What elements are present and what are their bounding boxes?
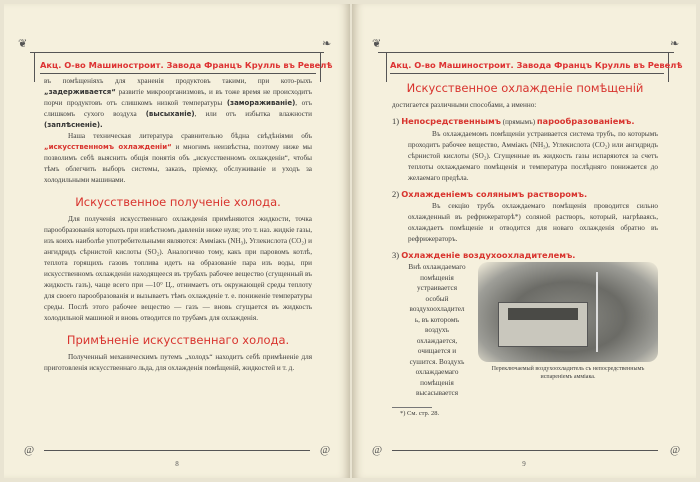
section-heading: Искусственное полученіе холода. xyxy=(75,195,281,209)
section-heading: Искусственное охлажденіе помѣщеній xyxy=(406,81,644,95)
left-page xyxy=(4,4,350,478)
paragraph: Въ секцію трубъ охлаждаемаго помѣщенія проводится сильно охлажденный въ рефрижераторѣ*) соляной растворъ, который, нагрѣваясь, охлаждаетъ помѣщеніе и отводится для новаго охлажденія обратно въ рефрижераторъ. xyxy=(408,202,658,243)
running-header: Акц. О-во Машиностроит. Завода Францъ Крулль въ Ревелѣ xyxy=(40,60,333,70)
section-heading: Примѣненіе искусственнаго холода. xyxy=(66,333,290,347)
paragraph: Полученный механическимъ путемъ „холодъ“ находитъ себѣ примѣненіе для приготовленія искусственнаго льда, для охлажденія помѣщеній, жидкостей и т. д. xyxy=(44,353,312,372)
page-number: 8 xyxy=(175,460,179,468)
paragraph: Для полученія искусственнаго охлажденія примѣняются жидкости, точка парообразованія которыхъ при извѣстномъ давленіи ниже нуля; это т. наз. жидкіе газы, изъ коихъ наиболѣе употребительными являются: Аммiакъ (NH₃), Углекислота (CO₂) и ангидридъ сѣрнистой кислоты (SO₂). Аналогично тому, какъ при паровомъ котлѣ, теплота горящихъ газовъ топлива идетъ на образованіе пара изъ воды, при искусственномъ охлажденіи находящееся въ трубахъ рабочее вещество (сгущенный въ жидкость газъ), чаще всего при —10° Ц., отнимаетъ отъ окружающей среды теплоту для своего парообразованія и вызываетъ тѣмъ охлажденіе т. е. пониженіе температуры среды. Послѣ этого рабочее вещество — газъ — вновь сгущается въ жидкость холодильной машиной и вновь отводится по трубамъ для охлажденія. xyxy=(44,215,312,322)
ornament-corner-icon: ❧ xyxy=(322,38,332,50)
running-header: Акц. О-во Машиностроит. Завода Францъ Крулль въ Ревелѣ xyxy=(390,60,683,70)
air-cooler-photo xyxy=(478,262,658,362)
footnote: *) См. стр. 28. xyxy=(400,409,440,417)
ornament-scroll-icon: @ xyxy=(24,444,35,456)
list-item-1: 1) Непосредственнымъ (прямымъ) парообразованіемъ. xyxy=(392,116,635,126)
paragraph: Внѣ охлаждаемаго помѣщенія устраивается особый воздухоохладитель, въ которомъ воздухъ охлаждается, очищается и сушится. Воздухъ охлаждаемаго помѣщенія высасывается xyxy=(408,263,466,397)
footnote-block xyxy=(392,407,440,418)
ornament-corner-icon: ❧ xyxy=(670,38,680,50)
ornament-scroll-icon: @ xyxy=(670,444,681,456)
ornament-corner-icon: ❦ xyxy=(18,38,28,50)
list-item-2: 2) Охлажденіемъ солянымъ растворомъ. xyxy=(392,189,588,199)
ornament-corner-icon: ❦ xyxy=(372,38,382,50)
ornament-scroll-icon: @ xyxy=(372,444,383,456)
ornament-scroll-icon: @ xyxy=(320,444,331,456)
paragraph: Въ охлаждаемомъ помѣщеніи устраивается система трубъ, по которымъ проходитъ рабочее вещество, Аммiакъ (NH₃), Углекислота (CO₂) или ангидридъ сѣрнистой кислоты (SO₂). Сгущенные въ жидкость газы испаряются за счетъ теплоты охлаждаемаго помѣщенія и температура послѣдняго понижается до желаемаго предѣла. xyxy=(408,130,658,182)
right-page xyxy=(352,4,696,478)
intro-text: достигается различными способами, а именно: xyxy=(392,101,537,109)
paragraph: въ помѣщеніяхъ для храненія продуктовъ такими, при кото-рыхъ „задерживается“ развитіе микроорганизмовъ, и въ тоже время не происходитъ порчи продуктовъ отъ слишкомъ низкой температуры (замораживаніе), отъ слишкомъ сухого воздуха (высыханіе), или отъ избытка влажности (заплѣсненіе). Наша техническая литература сравнительно бѣдна свѣдѣніями объ „искусственномъ охлажденіи“ и многимъ неизвѣстна, поэтому ниже мы позволимъ себѣ выяснить общія понятія объ „искусственномъ охлажденіи“, чтобы тѣмъ облегчить выборъ системы, заказъ, пріемку, обслуживаніе и уходъ за холодильными машинами. xyxy=(44,77,313,184)
page-number: 9 xyxy=(522,460,526,468)
list-item-3: 3) Охлажденіе воздухоохладителемъ. xyxy=(392,250,576,260)
photo-caption: Переключаемый воздухоохладитель съ непосредственнымъ испареніемъ аммiака. xyxy=(491,366,645,380)
